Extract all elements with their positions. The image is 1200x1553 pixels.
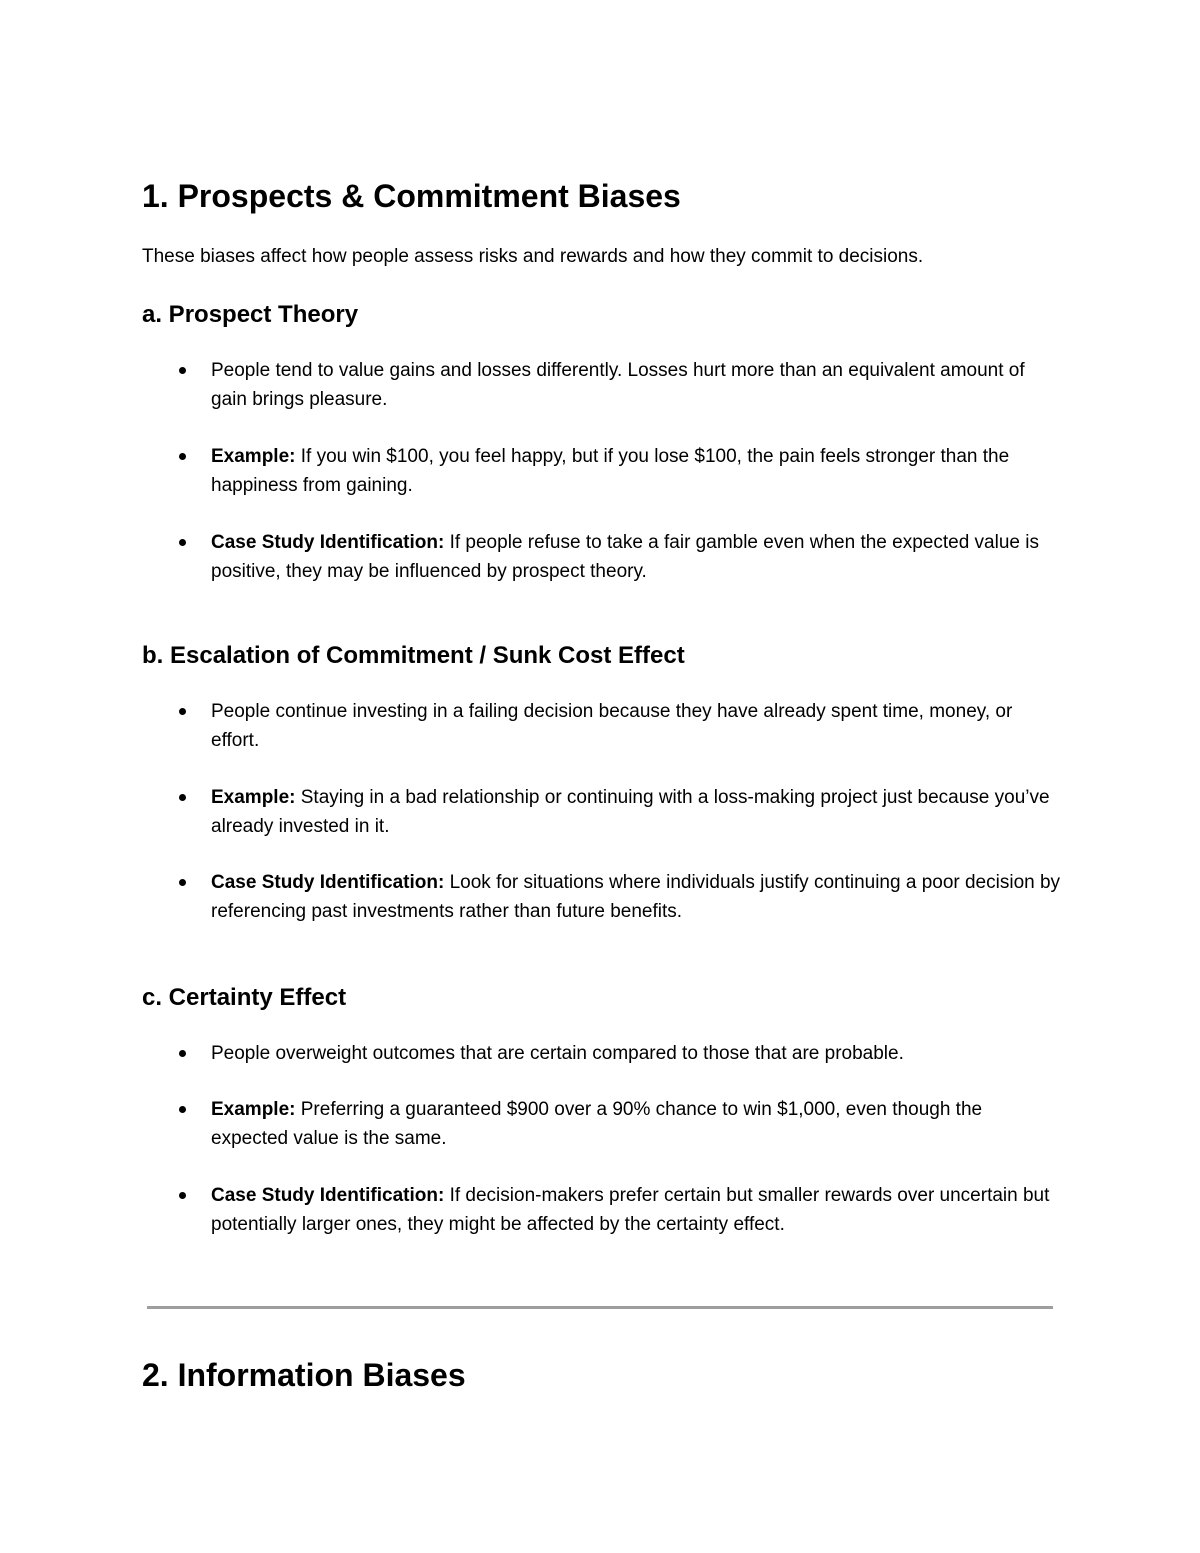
bullet-text: If decision-makers prefer certain but smaller rewards over uncertain but potentially larger ones, they might be affected by the certainty effect. — [211, 1185, 1050, 1235]
bullet-dot-icon — [179, 879, 186, 886]
section-1-title: 1. Prospects & Commitment Biases — [142, 178, 681, 214]
bullet-text: Look for situations where individuals justify continuing a poor decision by referencing past investments rather than future benefits. — [211, 872, 1061, 922]
bullet-text: Staying in a bad relationship or continuing with a loss-making project just because you’ve already invested in it. — [211, 787, 1050, 837]
section-1-intro: These biases affect how people assess risks and rewards and how they commit to decisions. — [142, 246, 924, 267]
bullet-dot-icon — [179, 708, 186, 715]
bullet-dot-icon — [179, 367, 186, 374]
bullet-text: People tend to value gains and losses differently. Losses hurt more than an equivalent amount of gain brings pleasure. — [211, 360, 1025, 410]
bullet-dot-icon — [179, 1106, 186, 1113]
bullet-text: People continue investing in a failing decision because they have already spent time, money, or effort. — [211, 701, 1013, 751]
bullet-dot-icon — [179, 453, 186, 460]
subsection-b-heading: b. Escalation of Commitment / Sunk Cost Effect — [142, 642, 685, 669]
bullet-label: Case Study Identification: — [211, 532, 445, 553]
bullet-label: Case Study Identification: — [211, 872, 445, 893]
bullet-dot-icon — [179, 794, 186, 801]
bullet-label: Case Study Identification: — [211, 1185, 445, 1206]
bullet-dot-icon — [179, 539, 186, 546]
bullet-text: People overweight outcomes that are certain compared to those that are probable. — [211, 1043, 904, 1064]
subsection-c-heading: c. Certainty Effect — [142, 984, 347, 1011]
bullet-label: Example: — [211, 787, 296, 808]
bullet-dot-icon — [179, 1192, 186, 1199]
section-2-title: 2. Information Biases — [142, 1357, 466, 1393]
bullet-label: Example: — [211, 1099, 296, 1120]
bullet-text: If people refuse to take a fair gamble even when the expected value is positive, they may be influenced by prospect theory. — [211, 532, 1039, 582]
subsection-a-heading: a. Prospect Theory — [142, 301, 359, 328]
horizontal-divider — [147, 1306, 1053, 1309]
bullet-text: If you win $100, you feel happy, but if you lose $100, the pain feels stronger than the happiness from gaining. — [211, 446, 1010, 496]
bullet-text: Preferring a guaranteed $900 over a 90% chance to win $1,000, even though the expected value is the same. — [211, 1099, 983, 1149]
bullet-label: Example: — [211, 446, 296, 467]
bullet-dot-icon — [179, 1050, 186, 1057]
